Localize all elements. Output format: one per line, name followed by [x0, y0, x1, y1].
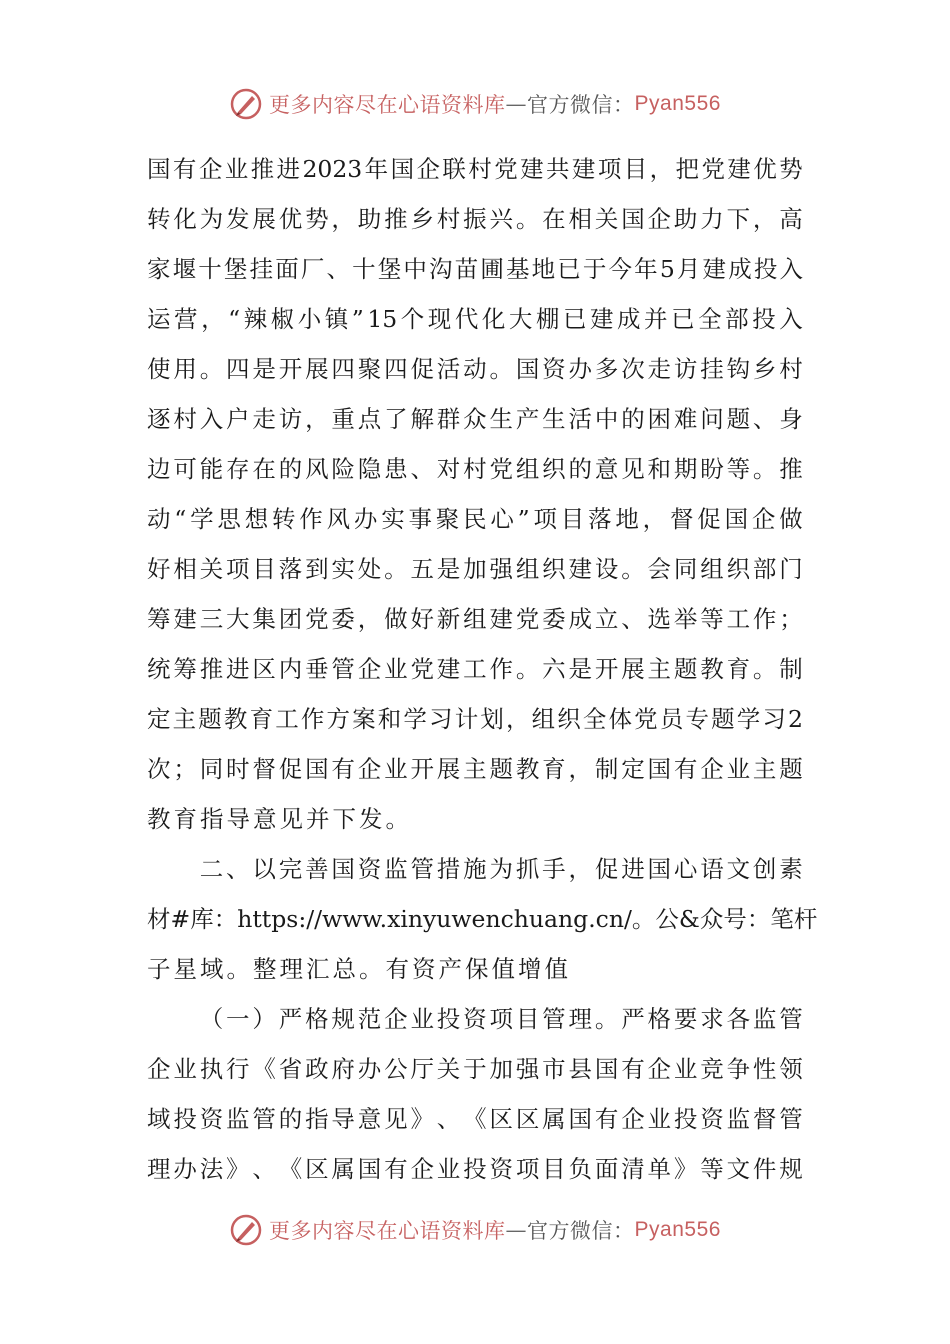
text-line: 理 办 法 》 、 《 区 属 国 有 企 业 投 资 项 目 负 面 清 单 》 等 文 件 规	[147, 1155, 803, 1183]
footer-banner	[0, 1210, 950, 1250]
banner-wechat-id: Pyan556	[634, 92, 721, 115]
document-body	[147, 144, 818, 1194]
text-line: 运 营 ， “ 辣 椒 小 镇 ” 15 个 现 代 化 大 棚 已 建 成 并 已 全 部 投 入	[147, 305, 803, 333]
banner-separator: —	[505, 92, 528, 116]
text-line: 家 堰 十 堡 挂 面 厂 、 十 堡 中 沟 苗 圃 基 地 已 于 今 年 5 月 建 成 投 入	[147, 255, 803, 283]
text-line: 统 筹 推 进 区 内 垂 管 企 业 党 建 工 作 。 六 是 开 展 主 题 教 育 。 制	[147, 655, 803, 683]
text-line: 国 有 企 业 推 进 2023 年 国 企 联 村 党 建 共 建 项 目 ， 把 党 建 优 势	[147, 155, 803, 183]
text-line: 二 、 以 完 善 国 资 监 管 措 施 为 抓 手 ， 促 进 国 心 语 文 创 素	[199, 855, 803, 883]
text-line: 域 投 资 监 管 的 指 导 意 见 》 、 《 区 区 属 国 有 企 业 投 资 监 督 管	[147, 1105, 803, 1133]
pen-logo-icon	[229, 1213, 263, 1247]
header-banner	[0, 84, 950, 124]
text-line: 次 ； 同 时 督 促 国 有 企 业 开 展 主 题 教 育 ， 制 定 国 有 企 业 主 题	[147, 755, 803, 783]
pen-logo-icon	[229, 87, 263, 121]
banner-separator: —	[505, 1218, 528, 1242]
text-line: 转 化 为 发 展 优 势 ， 助 推 乡 村 振 兴 。 在 相 关 国 企 助 力 下 ， 高	[147, 205, 803, 233]
text-line: 好 相 关 项 目 落 到 实 处 。 五 是 加 强 组 织 建 设 。 会 同 组 织 部 门	[147, 555, 803, 583]
text-line: 筹 建 三 大 集 团 党 委 ， 做 好 新 组 建 党 委 成 立 、 选 举 等 工 作 ；	[147, 605, 803, 633]
banner-wechat-label: 官方微信：	[527, 93, 635, 117]
banner-brand-text: 更多内容尽在心语资料库	[269, 93, 506, 117]
text-line: 教 育 指 导 意 见 并 下 发 。	[147, 805, 409, 833]
text-line: 企 业 执 行 《 省 政 府 办 公 厅 关 于 加 强 市 县 国 有 企 业 竞 争 性 领	[147, 1055, 803, 1083]
text-line: 子 星 域 。 整 理 汇 总 。 有 资 产 保 值 增 值	[147, 955, 568, 983]
text-line: 动 “ 学 思 想 转 作 风 办 实 事 聚 民 心 ” 项 目 落 地 ， 督 促 国 企 做	[147, 505, 803, 533]
text-line: 逐 村 入 户 走 访 ， 重 点 了 解 群 众 生 产 生 活 中 的 困 难 问 题 、 身	[147, 405, 803, 433]
banner-wechat-id: Pyan556	[634, 1218, 721, 1241]
text-line: 使 用 。 四 是 开 展 四 聚 四 促 活 动 。 国 资 办 多 次 走 访 挂 钩 乡 村	[147, 355, 803, 383]
text-line: 边 可 能 存 在 的 风 险 隐 患 、 对 村 党 组 织 的 意 见 和 期 盼 等 。 推	[147, 455, 803, 483]
text-line: （ 一 ） 严 格 规 范 企 业 投 资 项 目 管 理 。 严 格 要 求 各 监 管	[199, 1005, 803, 1033]
banner-wechat-label: 官方微信：	[527, 1219, 635, 1243]
text-line: 定 主 题 教 育 工 作 方 案 和 学 习 计 划 ， 组 织 全 体 党 员 专 题 学 习 2	[147, 705, 803, 733]
text-line: 材 # 库 ： https://www.xinyuwenchuang.cn/ 。 公 & 众 号 ： 笔 杆	[147, 905, 818, 933]
banner-brand-text: 更多内容尽在心语资料库	[269, 1219, 506, 1243]
